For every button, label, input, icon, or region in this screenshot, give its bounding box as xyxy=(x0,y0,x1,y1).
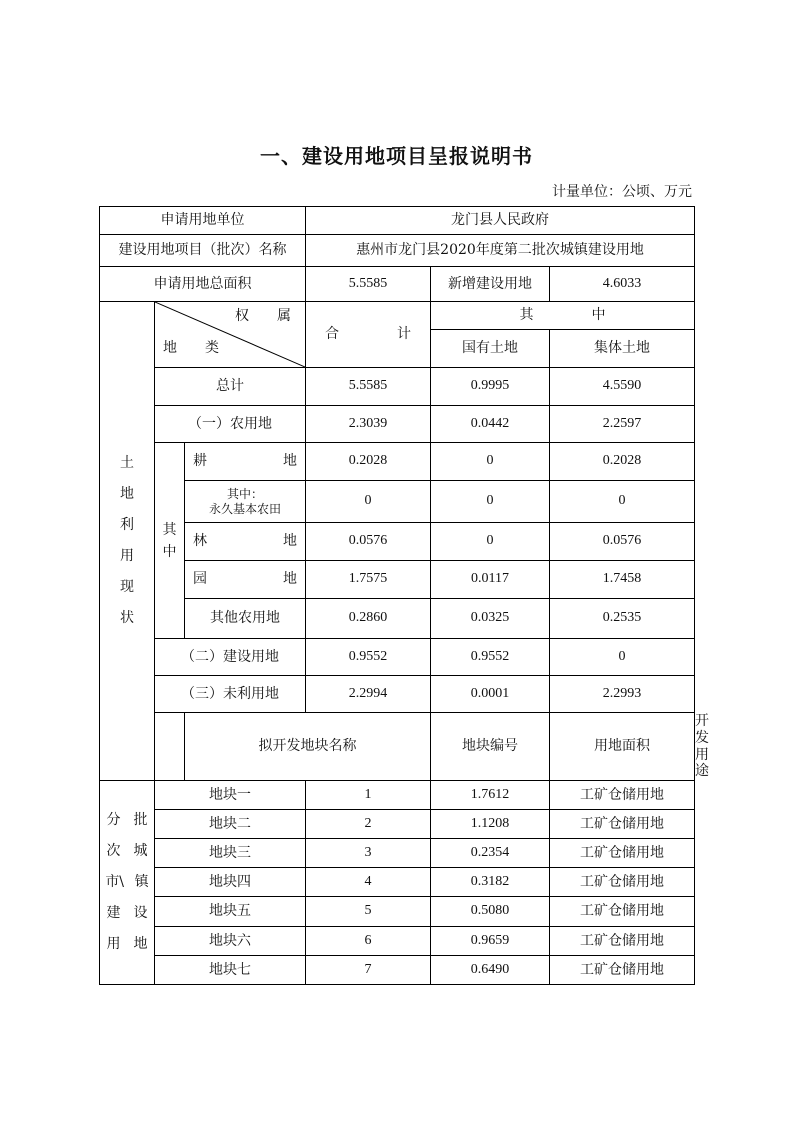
plot-name: 地块七 xyxy=(155,956,306,985)
cell-collective: 4.5590 xyxy=(550,368,695,406)
cell-collective: 0 xyxy=(550,481,695,523)
project-name-label: 建设用地项目（批次）名称 xyxy=(100,235,306,267)
plot-name: 地块一 xyxy=(155,781,306,810)
row-label-total: 总计 xyxy=(155,368,306,406)
sub-among-label: 其 中 xyxy=(155,443,185,639)
cell-collective: 1.7458 xyxy=(550,561,695,599)
cell-collective: 2.2993 xyxy=(550,676,695,713)
row-label-forest: 林 地 xyxy=(185,523,306,561)
cell-state: 0 xyxy=(431,443,550,481)
table-row xyxy=(100,235,695,267)
plot-name: 地块四 xyxy=(155,868,306,897)
applicant-label: 申请用地单位 xyxy=(100,207,306,235)
plots-section-label: 分 批 次 城 市\ 镇 建 设 用 地 xyxy=(100,781,155,985)
collective-land-header: 集体土地 xyxy=(550,330,695,368)
ownership-label: 权 属 xyxy=(235,308,292,324)
plot-use: 工矿仓储用地 xyxy=(550,839,695,868)
plot-number: 4 xyxy=(306,868,431,897)
row-label-basic-farmland: 其中： 永久基本农田 xyxy=(185,481,306,523)
plot-use: 工矿仓储用地 xyxy=(550,897,695,927)
cell-total: 5.5585 xyxy=(306,368,431,406)
total-column-header: 合 计 xyxy=(306,302,431,368)
table-row xyxy=(100,481,695,523)
cell-total: 0.0576 xyxy=(306,523,431,561)
row-label-construction: （二）建设用地 xyxy=(155,639,306,676)
plot-area-header: 用地面积 xyxy=(550,713,695,781)
plot-number: 6 xyxy=(306,927,431,956)
land-use-section-label: 土 地 利 用 现 状 xyxy=(100,302,155,781)
total-area-value: 5.5585 xyxy=(306,267,431,302)
plot-area: 0.3182 xyxy=(431,868,550,897)
cell-total: 0 xyxy=(306,481,431,523)
among-column-header: 其 中 xyxy=(431,302,695,330)
cell-state: 0.9552 xyxy=(431,639,550,676)
plot-number: 7 xyxy=(306,956,431,985)
plot-area: 0.2354 xyxy=(431,839,550,868)
cell-collective: 0.0576 xyxy=(550,523,695,561)
plot-name: 地块三 xyxy=(155,839,306,868)
row-label-agri: （一）农用地 xyxy=(155,406,306,443)
table-row xyxy=(100,267,695,302)
table-row xyxy=(100,406,695,443)
row-label-arable: 耕 地 xyxy=(185,443,306,481)
land-use-table xyxy=(99,206,710,985)
plot-number: 3 xyxy=(306,839,431,868)
table-row xyxy=(100,302,695,330)
document-title: 一、建设用地项目呈报说明书 xyxy=(260,144,533,168)
plot-area: 0.9659 xyxy=(431,927,550,956)
plot-name: 地块五 xyxy=(155,897,306,927)
plot-use: 工矿仓储用地 xyxy=(550,810,695,839)
table-row xyxy=(100,839,695,868)
cell-state: 0 xyxy=(431,523,550,561)
row-label-garden: 园 地 xyxy=(185,561,306,599)
table-row xyxy=(100,523,695,561)
cell-total: 2.2994 xyxy=(306,676,431,713)
table-row xyxy=(100,443,695,481)
cell-state: 0.0001 xyxy=(431,676,550,713)
table-row xyxy=(100,781,695,810)
cell-total: 0.2028 xyxy=(306,443,431,481)
table-row xyxy=(100,868,695,897)
cell-total: 0.9552 xyxy=(306,639,431,676)
land-type-label: 地 类 xyxy=(163,340,219,357)
new-construction-value: 4.6033 xyxy=(550,267,695,302)
cell-collective: 0.2028 xyxy=(550,443,695,481)
plot-number-header: 地块编号 xyxy=(431,713,550,781)
table-row xyxy=(100,956,695,985)
state-land-header: 国有土地 xyxy=(431,330,550,368)
plot-name: 地块六 xyxy=(155,927,306,956)
plot-name-header: 拟开发地块名称 xyxy=(185,713,431,781)
table-row xyxy=(100,599,695,639)
plot-name: 地块二 xyxy=(155,810,306,839)
plot-number: 2 xyxy=(306,810,431,839)
plot-use: 工矿仓储用地 xyxy=(550,927,695,956)
plot-area: 0.5080 xyxy=(431,897,550,927)
measurement-unit: 计量单位：公顷、万元 xyxy=(552,184,692,200)
table-row xyxy=(100,639,695,676)
plot-use: 工矿仓储用地 xyxy=(550,868,695,897)
plot-use: 工矿仓储用地 xyxy=(550,781,695,810)
diagonal-header-cell xyxy=(155,302,306,368)
row-label-unused: （三）未利用地 xyxy=(155,676,306,713)
cell-state: 0 xyxy=(431,481,550,523)
plot-area: 1.1208 xyxy=(431,810,550,839)
plot-use: 工矿仓储用地 xyxy=(550,956,695,985)
cell-total: 1.7575 xyxy=(306,561,431,599)
total-area-label: 申请用地总面积 xyxy=(100,267,306,302)
cell-collective: 0.2535 xyxy=(550,599,695,639)
table-row xyxy=(100,810,695,839)
row-label-other-agri: 其他农用地 xyxy=(185,599,306,639)
table-row xyxy=(100,897,695,927)
cell-state: 0.0325 xyxy=(431,599,550,639)
table-row xyxy=(100,561,695,599)
cell-collective: 0 xyxy=(550,639,695,676)
cell-total: 0.2860 xyxy=(306,599,431,639)
plot-area: 0.6490 xyxy=(431,956,550,985)
table-row xyxy=(100,676,695,713)
new-construction-label: 新增建设用地 xyxy=(431,267,550,302)
cell-total: 2.3039 xyxy=(306,406,431,443)
plot-number: 1 xyxy=(306,781,431,810)
cell-state: 0.0117 xyxy=(431,561,550,599)
cell-state: 0.0442 xyxy=(431,406,550,443)
table-row: 拟开发地块名称 地块编号 用地面积 开发用途 xyxy=(100,713,695,781)
table-row xyxy=(100,207,695,235)
plot-area: 1.7612 xyxy=(431,781,550,810)
empty-cell xyxy=(155,713,185,781)
table-row xyxy=(100,927,695,956)
applicant-value: 龙门县人民政府 xyxy=(306,207,695,235)
table-row xyxy=(100,368,695,406)
cell-state: 0.9995 xyxy=(431,368,550,406)
plot-number: 5 xyxy=(306,897,431,927)
cell-collective: 2.2597 xyxy=(550,406,695,443)
project-name-value: 惠州市龙门县2020年度第二批次城镇建设用地 xyxy=(306,235,695,267)
